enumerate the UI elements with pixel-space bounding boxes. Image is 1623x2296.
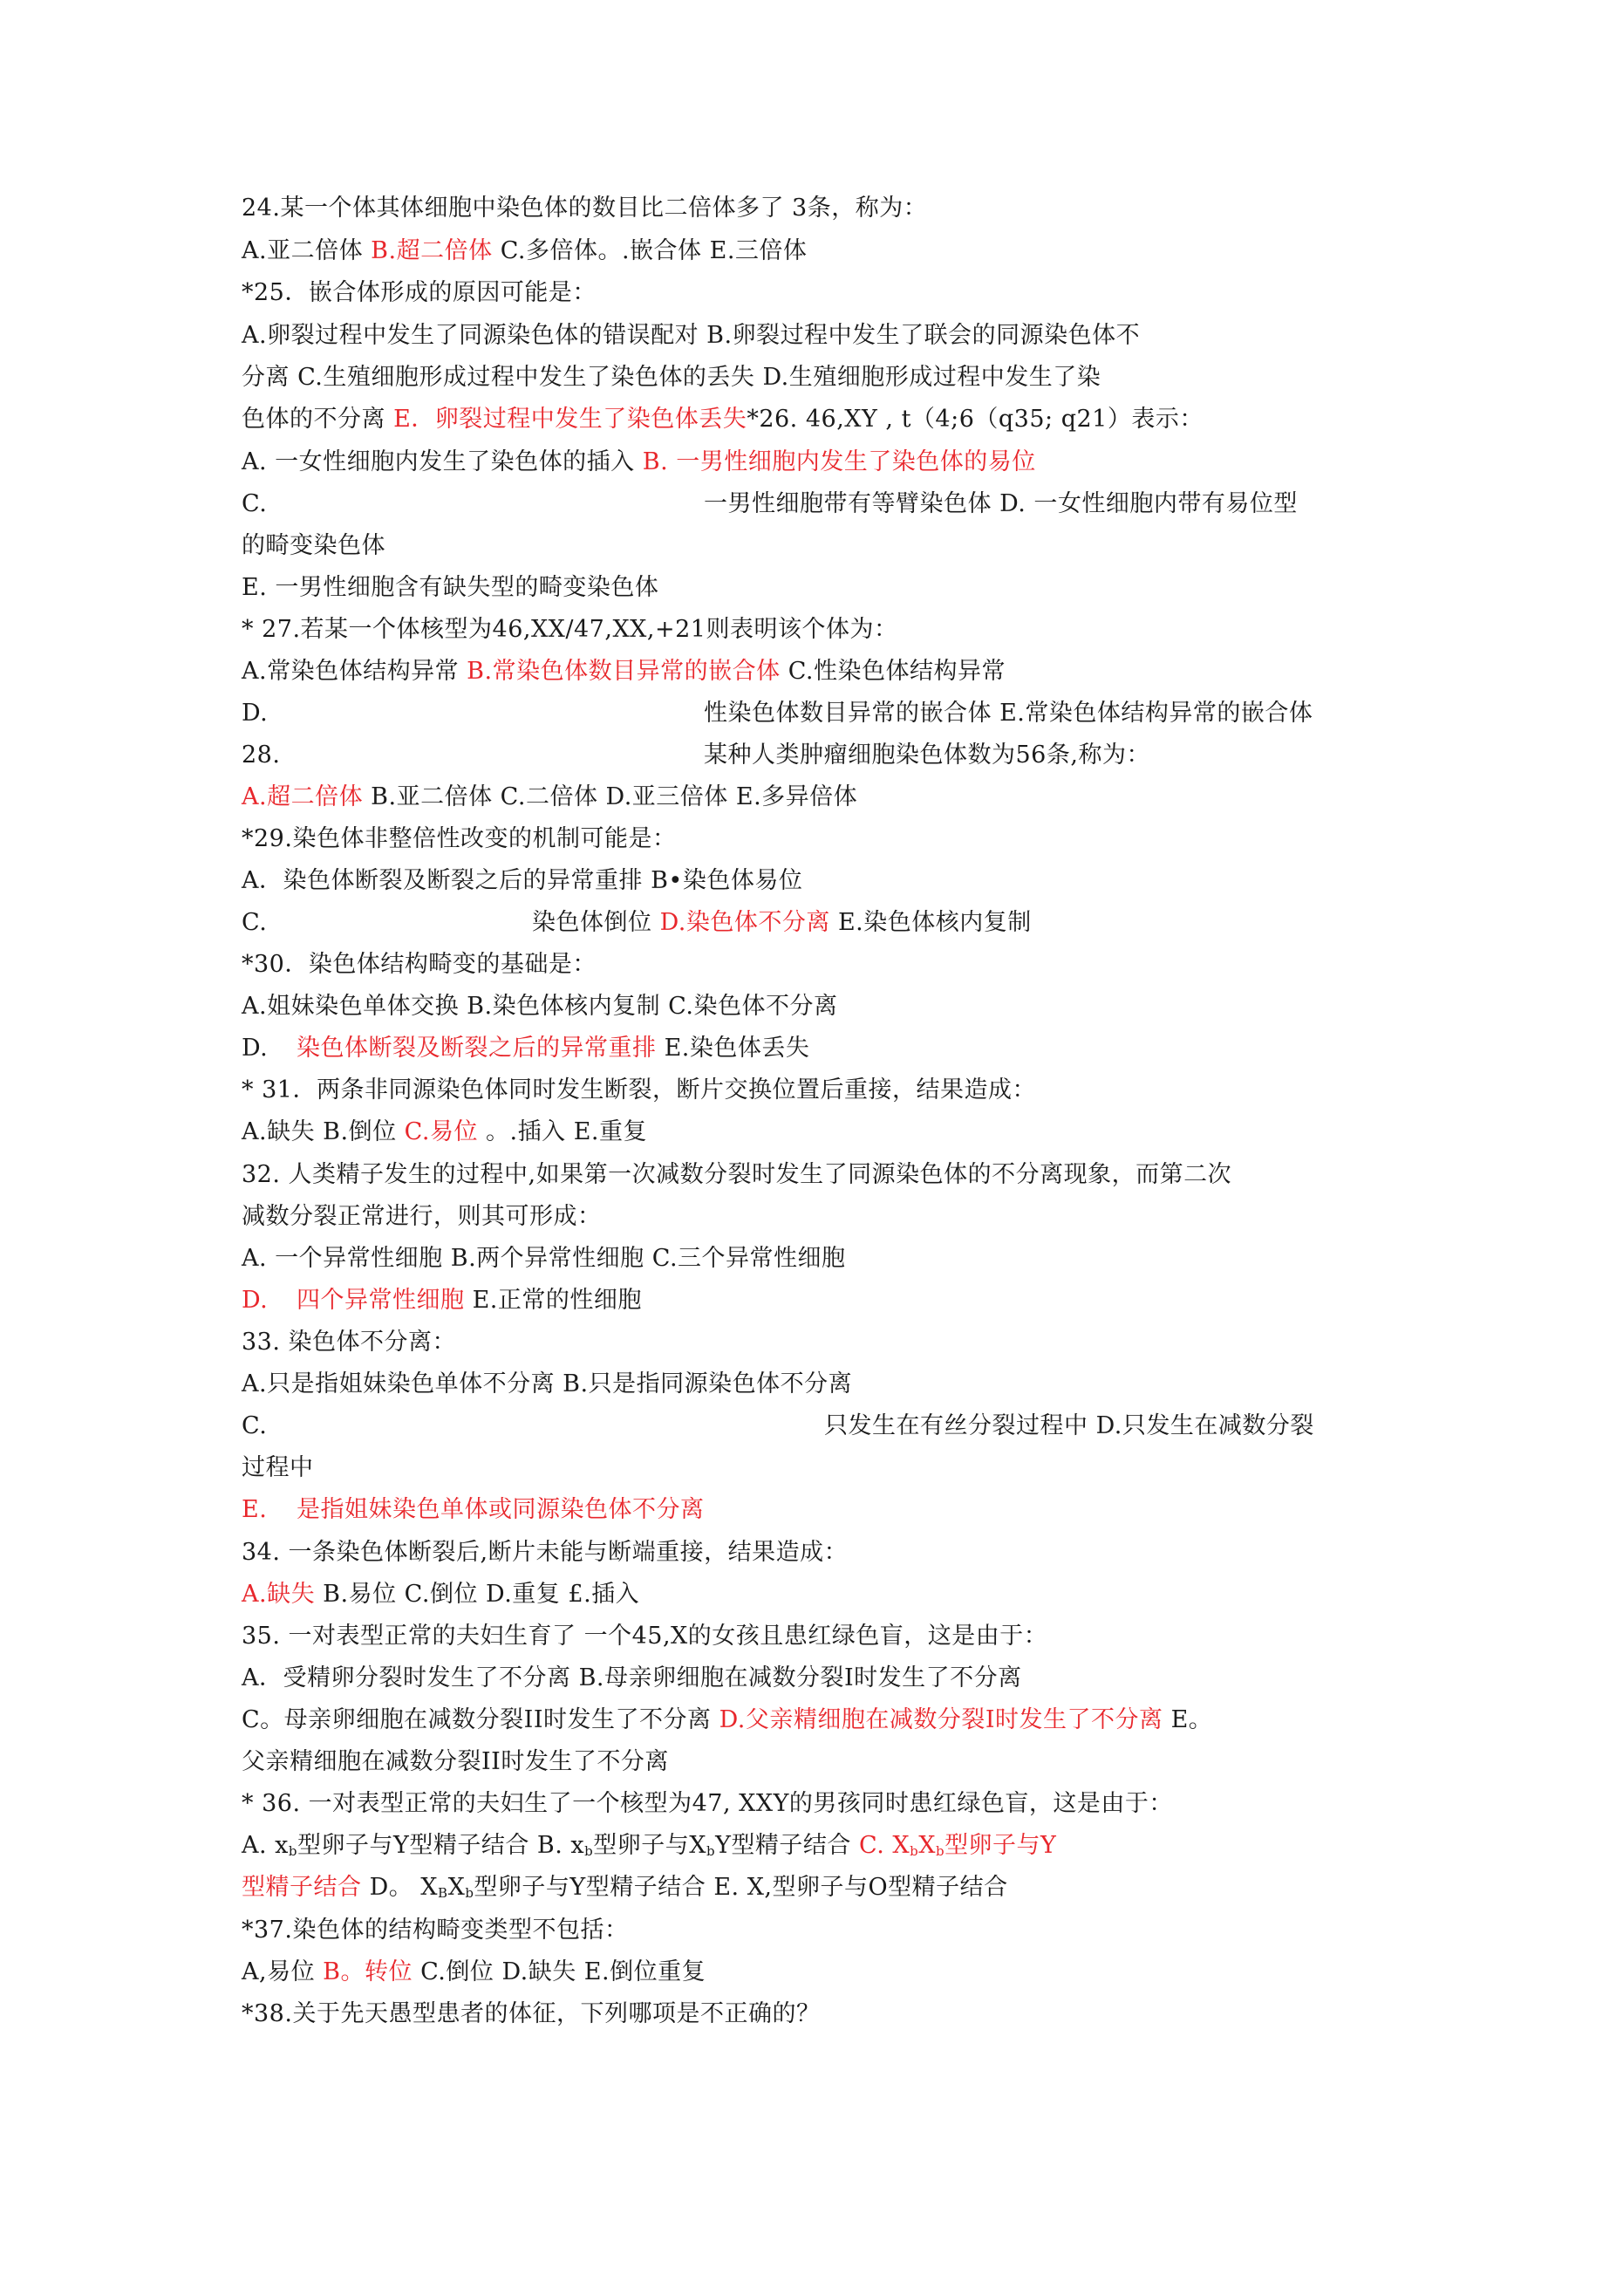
option-text: 的畸变染色体 [242, 532, 385, 559]
option-text: B.易位 C.倒位 D.重复 £.插入 [315, 1581, 640, 1608]
option-text: E. 一男性细胞含有缺失型的畸变染色体 [242, 574, 659, 601]
option-group [297, 1031, 809, 1066]
answer-highlight: E．卵裂过程中发生了染色体丢失 [393, 406, 747, 433]
option-group [532, 905, 1032, 940]
option-label: C. [242, 490, 268, 517]
option-text: A. 一个异常性细胞 B.两个异常性细胞 C.三个异常性细胞 [242, 1245, 846, 1272]
question-28-options [242, 780, 857, 815]
option-text: 。.插入 E.重复 [477, 1118, 647, 1145]
question-36-options [242, 1828, 1056, 1869]
subscript: b [935, 1843, 945, 1859]
question-25-options [242, 318, 1140, 353]
answer-highlight: B. 一男性细胞内发生了染色体的易位 [642, 448, 1036, 475]
option-group [297, 1283, 642, 1318]
answer-highlight: 染色体断裂及断裂之后的异常重排 [297, 1035, 657, 1062]
answer-highlight: 是指姐妹染色单体或同源染色体不分离 [297, 1496, 705, 1523]
option-text: X [447, 1874, 466, 1901]
question-27-options [242, 654, 1006, 689]
question-29-options [242, 905, 1032, 940]
option-text: A.卵裂过程中发生了同源染色体的错误配对 B.卵裂过程中发生了联会的同源染色体不 [242, 322, 1141, 349]
option-text: A.缺失 B.倒位 [242, 1118, 405, 1145]
option-text: E.染色体核内复制 [829, 909, 1032, 936]
question-31-options [242, 1115, 647, 1150]
answer-highlight: C.易位 [404, 1118, 478, 1145]
question-text: * 27.若某一个体核型为46,XX/47,XX,+21则表明该个体为： [242, 616, 898, 643]
question-36-options [242, 1870, 1008, 1910]
question-26-options [242, 445, 1036, 480]
option-text: 分离 C.生殖细胞形成过程中发生了染色体的丢失 D.生殖细胞形成过程中发生了染 [242, 364, 1101, 391]
answer-highlight: D.父亲精细胞在减数分裂I时发生了不分离 [719, 1706, 1163, 1733]
question-29-options [242, 864, 802, 899]
question-25 [242, 276, 597, 311]
option-text: 只发生在有丝分裂过程中 D.只发生在减数分裂 [824, 1412, 1314, 1439]
option-text: 染色体倒位 [532, 909, 660, 936]
question-text: *37.染色体的结构畸变类型不包括： [242, 1917, 629, 1944]
answer-highlight: B.超二倍体 [371, 237, 493, 264]
option-text: C.多倍体。.嵌合体 E.三倍体 [492, 237, 808, 264]
question-35-options [242, 1661, 1022, 1696]
answer-highlight: 四个异常性细胞 [297, 1287, 465, 1314]
option-text: 型卵子与Y型精子结合 B. x [297, 1832, 585, 1859]
option-text: A.姐妹染色单体交换 B.染色体核内复制 C.染色体不分离 [242, 993, 838, 1020]
question-32-options [242, 1283, 642, 1318]
question-33 [242, 1325, 456, 1360]
question-text: 33. 染色体不分离： [242, 1329, 457, 1356]
question-35-options [242, 1745, 669, 1780]
question-text: *30．染色体结构畸变的基础是： [242, 951, 597, 978]
option-label: D. [242, 1035, 269, 1062]
question-33-options [242, 1493, 705, 1527]
subscript: b [465, 1885, 474, 1901]
option-text: A,易位 [242, 1958, 324, 1985]
question-26-options [242, 529, 385, 564]
option-text: A．受精卵分裂时发生了不分离 B.母亲卵细胞在减数分裂I时发生了不分离 [242, 1664, 1022, 1691]
option-text: D。 X [361, 1874, 439, 1901]
subscript: B [438, 1885, 448, 1901]
question-30-options [242, 989, 837, 1024]
answer-highlight: B.常染色体数目异常的嵌合体 [467, 658, 781, 685]
question-text: *38.关于先天愚型患者的体征，下列哪项是不正确的？ [242, 2000, 821, 2027]
question-24-options [242, 234, 807, 269]
answer-highlight: A.缺失 [242, 1581, 316, 1608]
question-text: * 36. 一对表型正常的夫妇生了一个核型为47, XXY的男孩同时患红绿色盲，这是由于： [242, 1790, 1173, 1817]
option-text: 型卵子与X [593, 1832, 706, 1859]
question-28 [242, 738, 1150, 773]
option-text: C。母亲卵细胞在减数分裂II时发生了不分离 [242, 1706, 719, 1733]
answer-highlight: B。转位 [323, 1958, 413, 1985]
answer-highlight: C. X [859, 1832, 910, 1859]
question-text: 34. 一条染色体断裂后,断片未能与断端重接，结果造成： [242, 1539, 849, 1566]
option-label: C. [242, 909, 268, 936]
subscript: b [288, 1843, 297, 1859]
answer-label: E. [242, 1496, 268, 1523]
subscript: b [584, 1843, 594, 1859]
question-26-options [242, 571, 658, 605]
option-text: E.正常的性细胞 [464, 1287, 642, 1314]
question-31 [242, 1073, 1036, 1108]
question-32-options [242, 1241, 846, 1276]
question-36 [242, 1787, 1173, 1821]
question-32 [242, 1158, 1231, 1192]
option-text: A．染色体断裂及断裂之后的异常重排 B•染色体易位 [242, 867, 803, 894]
question-34 [242, 1535, 848, 1570]
question-34-options [242, 1577, 639, 1612]
answer-label: D. [242, 1287, 269, 1314]
question-25-options [242, 360, 1101, 395]
option-label: C. [242, 1412, 268, 1439]
question-37 [242, 1913, 628, 1948]
option-text: C.性染色体结构异常 [780, 658, 1006, 685]
option-text: A.亚二倍体 [242, 237, 372, 264]
question-text: 24.某一个体其体细胞中染色体的数目比二倍体多了 3条，称为： [242, 195, 928, 222]
option-text: A. x [242, 1832, 289, 1859]
question-27 [242, 612, 897, 647]
question-30-options [242, 1031, 810, 1066]
option-text: E.染色体丢失 [656, 1035, 810, 1062]
question-text: 某种人类肿瘤细胞染色体数为56条,称为： [704, 741, 1150, 769]
question-29 [242, 822, 676, 857]
option-text: A.常染色体结构异常 [242, 658, 467, 685]
subscript: b [706, 1843, 716, 1859]
question-number: 28. [242, 741, 281, 769]
question-text: * 31．两条非同源染色体同时发生断裂，断片交换位置后重接，结果造成： [242, 1076, 1036, 1104]
question-text: *29.染色体非整倍性改变的机制可能是： [242, 825, 677, 852]
option-text: 一男性细胞带有等臂染色体 D. 一女性细胞内带有易位型 [704, 490, 1298, 517]
question-24 [242, 191, 927, 226]
question-27-options [242, 696, 1313, 731]
option-text: A. 一女性细胞内发生了染色体的插入 [242, 448, 643, 475]
option-text: E。 [1163, 1706, 1213, 1733]
option-text: A.只是指姐妹染色单体不分离 B.只是指同源染色体不分离 [242, 1370, 853, 1397]
option-text: 型卵子与Y型精子结合 E. X,型卵子与O型精子结合 [474, 1874, 1008, 1901]
question-text: 减数分裂正常进行，则其可形成： [242, 1203, 602, 1230]
subscript: b [910, 1843, 919, 1859]
option-text: B.亚二倍体 C.二倍体 D.亚三倍体 E.多异倍体 [363, 783, 858, 810]
answer-highlight: X [918, 1832, 936, 1859]
question-35 [242, 1619, 1047, 1654]
answer-highlight: 型精子结合 [242, 1874, 362, 1901]
question-30 [242, 947, 597, 982]
option-text: C.倒位 D.缺失 E.倒位重复 [413, 1958, 706, 1985]
option-text: 父亲精细胞在减数分裂II时发生了不分离 [242, 1748, 669, 1775]
option-text: 性染色体数目异常的嵌合体 E.常染色体结构异常的嵌合体 [704, 700, 1313, 727]
question-32 [242, 1199, 602, 1234]
question-text: 32. 人类精子发生的过程中,如果第一次减数分裂时发生了同源染色体的不分离现象，而第二次 [242, 1161, 1232, 1188]
question-26-options [242, 487, 1298, 522]
option-text: 色体的不分离 [242, 406, 394, 433]
answer-highlight: 型卵子与Y [944, 1832, 1057, 1859]
option-text: Y型精子结合 [715, 1832, 860, 1859]
question-text: 35. 一对表型正常的夫妇生育了 一个45,X的女孩且患红绿色盲，这是由于： [242, 1623, 1048, 1650]
question-33-options [242, 1451, 314, 1486]
question-38 [242, 1997, 820, 2032]
option-text: 过程中 [242, 1454, 314, 1481]
question-37-options [242, 1955, 706, 1990]
answer-highlight: A.超二倍体 [242, 783, 364, 810]
question-text: *25．嵌合体形成的原因可能是： [242, 279, 597, 306]
option-label: D. [242, 700, 269, 727]
question-33-options [242, 1367, 852, 1402]
question-35-options [242, 1703, 1212, 1738]
question-25-options [242, 402, 1204, 437]
question-33-options [242, 1409, 1314, 1444]
answer-highlight: D.染色体不分离 [659, 909, 830, 936]
question-text: *26. 46,XY , t（4;6（q35; q21）表示： [747, 406, 1204, 433]
